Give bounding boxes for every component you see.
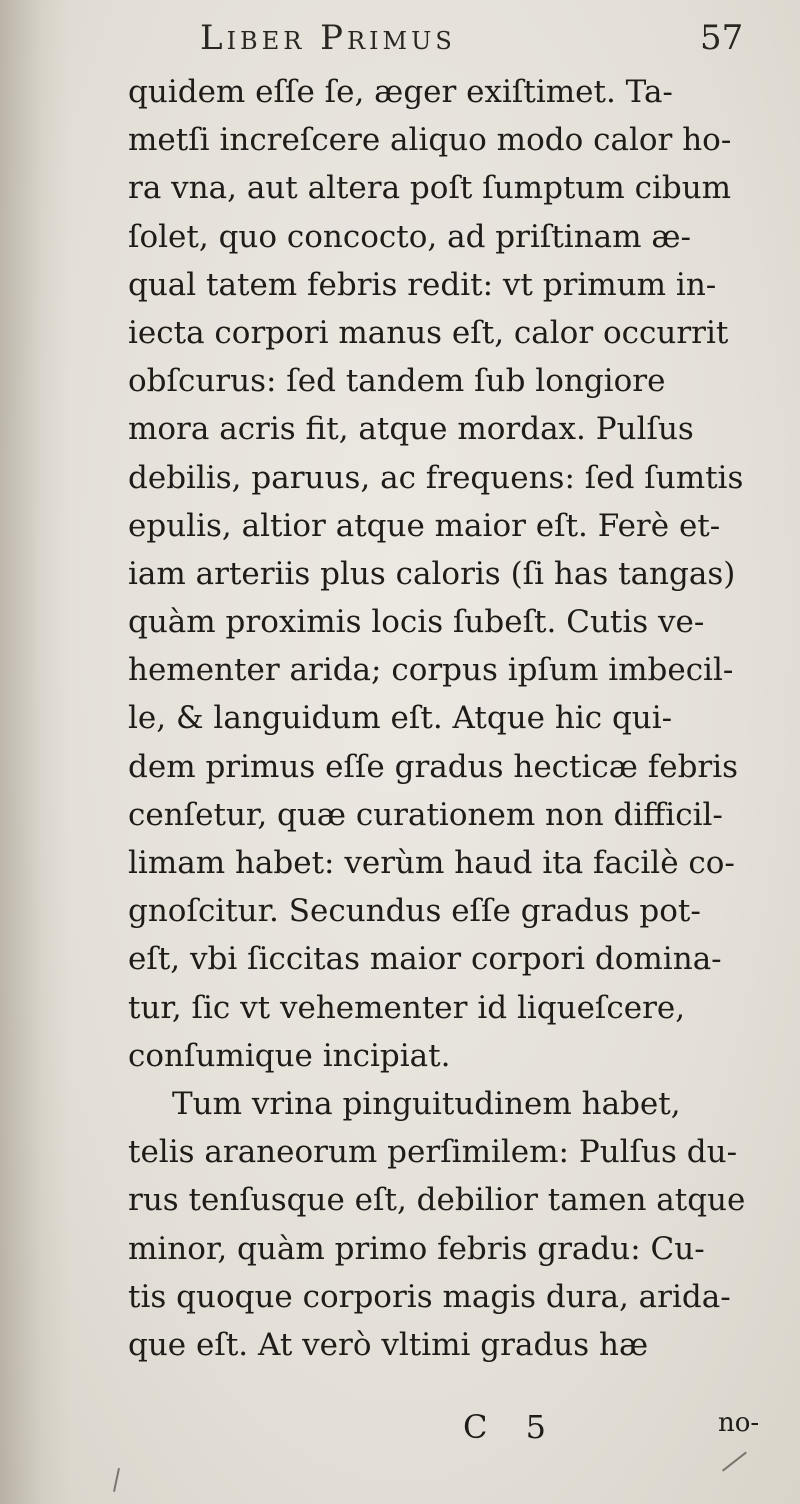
text-line: tur, ſic vt vehementer id liqueſcere, [128, 989, 686, 1026]
text-line: minor, quàm primo febris gradu: Cu- [128, 1230, 705, 1267]
running-head: Liber Primus [200, 18, 456, 58]
text-line: telis araneorum perſimilem: Pulſus du- [128, 1134, 738, 1171]
text-line: cenſetur, quæ curationem non difficil- [128, 796, 723, 833]
text-line: metſi increſcere aliquo modo calor ho- [128, 122, 732, 159]
text-line: hementer arida; corpus ipſum imbecil- [128, 652, 734, 689]
text-line: conſumique incipiat. [128, 1037, 451, 1074]
text-line: quàm proximis locis ſubeſt. Cutis ve- [128, 604, 705, 641]
text-line: limam habet: verùm haud ita facilè co- [128, 845, 735, 881]
text-line: iecta corpori manus eſt, calor occurrit [128, 314, 729, 351]
page-number: 57 [700, 18, 744, 58]
text-line: obſcurus: ſed tandem ſub longiore [128, 363, 666, 400]
catchword: no- [718, 1408, 760, 1438]
text-line: que eſt. At verò vltimi gradus hæ [128, 1326, 649, 1363]
text-line: ſolet, quo concocto, ad priſtinam æ- [128, 218, 692, 255]
body-text [128, 68, 768, 1369]
text-line: iam arteriis plus caloris (ſi has tangas) [128, 555, 736, 592]
text-line: tis quoque corporis magis dura, arida- [128, 1278, 731, 1315]
text-line: qual tatem febris redit: vt primum in- [128, 266, 717, 303]
text-line: mora acris fit, atque mordax. Pulſus [128, 411, 694, 448]
text-line: quidem eſſe ſe, æger exiſtimet. Ta- [128, 74, 673, 110]
page-footer [0, 1408, 800, 1458]
text-line: dem primus eſſe gradus hecticæ febris [128, 748, 739, 785]
page-header [0, 18, 800, 68]
text-line: gnoſcitur. Secundus eſſe gradus pot- [128, 893, 701, 930]
text-line: debilis, paruus, ac frequens: ſed ſumtis [128, 459, 744, 496]
signature-mark: C 5 [463, 1408, 561, 1446]
gutter-shadow [0, 0, 70, 1504]
text-line: le, & languidum eſt. Atque hic qui- [128, 700, 673, 737]
text-line: ra vna, aut altera poſt ſumptum cibum [128, 170, 732, 207]
stray-pen-mark [113, 1468, 120, 1492]
text-line: eſt, vbi ſiccitas maior corpori domina- [128, 941, 722, 978]
text-line: rus tenſusque eſt, debilior tamen atque [128, 1182, 746, 1219]
paragraph-start-line: Tum vrina pinguitudinem habet, [172, 1085, 681, 1122]
text-line: epulis, altior atque maior eſt. Ferè et- [128, 507, 721, 544]
